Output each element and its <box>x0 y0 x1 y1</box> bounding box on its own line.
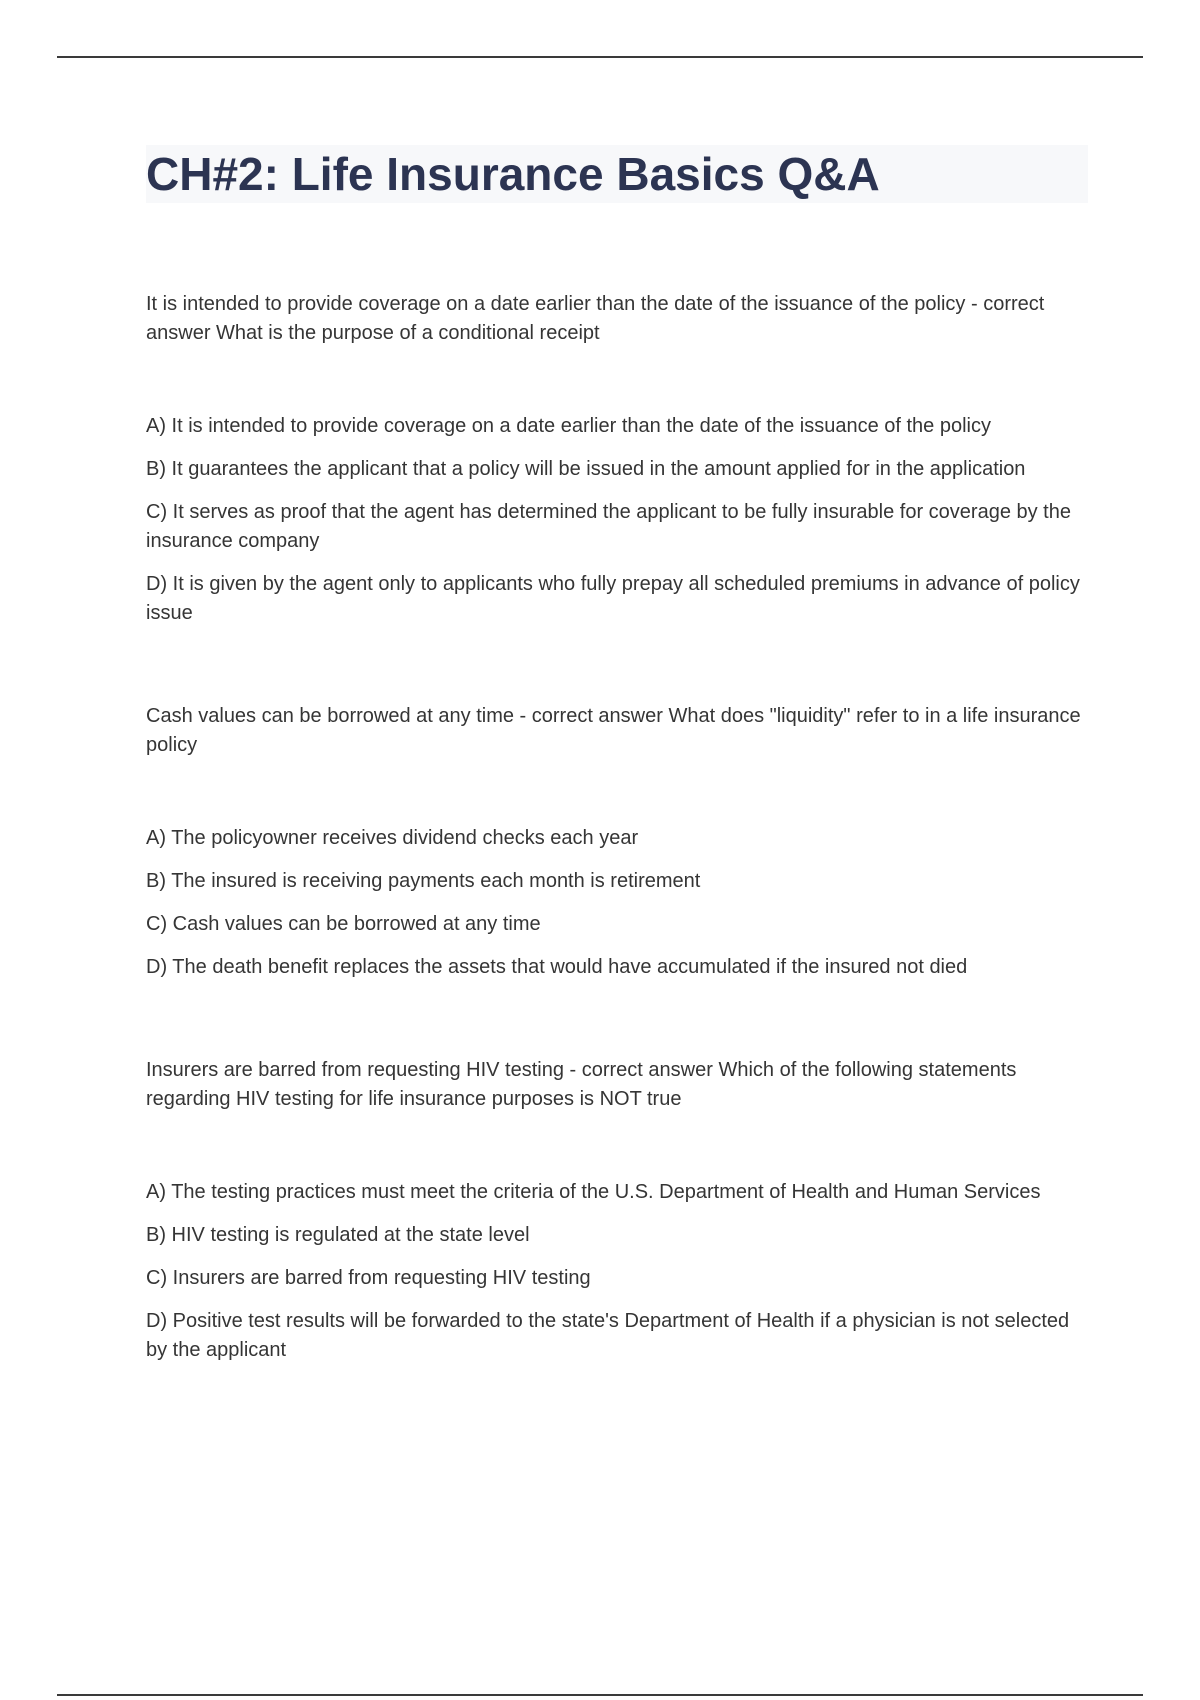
answer-option-a: A) The policyowner receives dividend checks each year <box>146 827 639 849</box>
qa-block-1 <box>146 290 1090 628</box>
question-stem: Insurers are barred from requesting HIV testing - correct answer Which of the following statements regarding HIV testing for life insurance purposes is NOT true <box>146 1059 1017 1110</box>
document-title: CH#2: Life Insurance Basics Q&A <box>146 148 880 200</box>
answer-option-d: D) It is given by the agent only to applicants who fully prepay all scheduled premiums in advance of policy issue <box>146 573 1080 624</box>
header-rule <box>57 56 1143 58</box>
answer-option-d: D) Positive test results will be forwarded to the state's Department of Health if a physician is not selected by the applicant <box>146 1310 1070 1361</box>
answer-option-c: C) Cash values can be borrowed at any time <box>146 913 541 935</box>
answer-option-d: D) The death benefit replaces the assets that would have accumulated if the insured not died <box>146 956 968 978</box>
question-stem: It is intended to provide coverage on a date earlier than the date of the issuance of the policy - correct answer What is the purpose of a conditional receipt <box>146 293 1045 344</box>
question-stem: Cash values can be borrowed at any time - correct answer What does "liquidity" refer to in a life insurance policy <box>146 705 1081 756</box>
answer-option-a: A) The testing practices must meet the criteria of the U.S. Department of Health and Human Services <box>146 1181 1041 1203</box>
answer-option-c: C) It serves as proof that the agent has determined the applicant to be fully insurable for coverage by the insurance company <box>146 501 1071 552</box>
answer-option-b: B) It guarantees the applicant that a policy will be issued in the amount applied for in the application <box>146 458 1026 480</box>
qa-content <box>146 290 1090 1365</box>
footer-rule <box>57 1694 1143 1696</box>
answer-option-c: C) Insurers are barred from requesting HIV testing <box>146 1267 591 1289</box>
qa-block-2 <box>146 702 1090 982</box>
qa-block-3 <box>146 1056 1090 1365</box>
answer-option-b: B) The insured is receiving payments each month is retirement <box>146 870 701 892</box>
answer-option-b: B) HIV testing is regulated at the state level <box>146 1224 530 1246</box>
answer-option-a: A) It is intended to provide coverage on a date earlier than the date of the issuance of the policy <box>146 415 991 437</box>
